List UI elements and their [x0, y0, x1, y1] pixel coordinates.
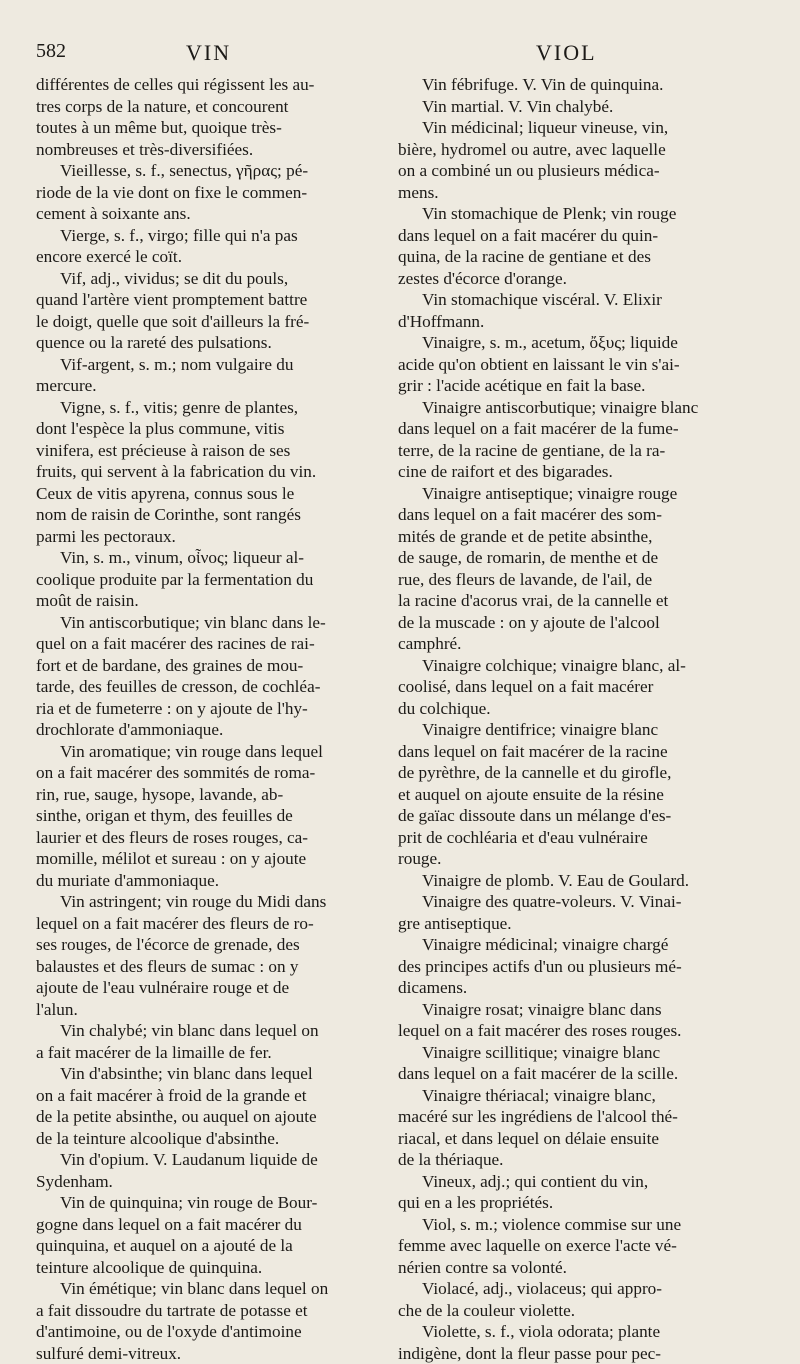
text-line: la racine d'acorus vrai, de la cannelle et: [398, 590, 736, 612]
text-line: rue, des fleurs de lavande, de l'ail, de: [398, 569, 736, 591]
text-line: fort et de bardane, des graines de mou-: [36, 655, 379, 677]
text-line: quand l'artère vient promptement battre: [36, 289, 379, 311]
text-line: Violacé, adj., violaceus; qui appro-: [398, 1278, 736, 1300]
text-line: de la muscade : on y ajoute de l'alcool: [398, 612, 736, 634]
text-line: rouge.: [398, 848, 736, 870]
text-line: Vin stomachique viscéral. V. Elixir: [398, 289, 736, 311]
text-line: Viol, s. m.; violence commise sur une: [398, 1214, 736, 1236]
text-line: zestes d'écorce d'orange.: [398, 268, 736, 290]
text-line: Vin aromatique; vin rouge dans lequel: [36, 741, 379, 763]
text-line: Vinaigre médicinal; vinaigre chargé: [398, 934, 736, 956]
text-line: sulfuré demi-vitreux.: [36, 1343, 379, 1364]
right-headword: VIOL: [536, 40, 597, 66]
text-line: dans lequel on a fait macérer du quin-: [398, 225, 736, 247]
text-line: rin, rue, sauge, hysope, lavande, ab-: [36, 784, 379, 806]
text-line: on a fait macérer des sommités de roma-: [36, 762, 379, 784]
text-line: cine de raifort et des bigarades.: [398, 461, 736, 483]
text-line: Vin de quinquina; vin rouge de Bour-: [36, 1192, 379, 1214]
text-line: nérien contre sa volonté.: [398, 1257, 736, 1279]
text-line: Vin d'absinthe; vin blanc dans lequel: [36, 1063, 379, 1085]
text-line: nom de raisin de Corinthe, sont rangés: [36, 504, 379, 526]
text-line: différentes de celles qui régissent les au-: [36, 74, 379, 96]
text-line: grir : l'acide acétique en fait la base.: [398, 375, 736, 397]
text-line: che de la couleur violette.: [398, 1300, 736, 1322]
text-line: femme avec laquelle on exerce l'acte vé-: [398, 1235, 736, 1257]
text-line: mités de grande et de petite absinthe,: [398, 526, 736, 548]
text-line: quel on a fait macérer des racines de rai-: [36, 633, 379, 655]
text-line: dicamens.: [398, 977, 736, 999]
text-line: ria et de fumeterre : on y ajoute de l'hy-: [36, 698, 379, 720]
text-line: tarde, des feuilles de cresson, de cochléa-: [36, 676, 379, 698]
text-line: moût de raisin.: [36, 590, 379, 612]
text-line: teinture alcoolique de quinquina.: [36, 1257, 379, 1279]
text-line: Vin d'opium. V. Laudanum liquide de: [36, 1149, 379, 1171]
text-line: Vinaigre de plomb. V. Eau de Goulard.: [398, 870, 736, 892]
text-line: de la thériaque.: [398, 1149, 736, 1171]
text-line: camphré.: [398, 633, 736, 655]
text-line: parmi les pectoraux.: [36, 526, 379, 548]
text-line: Ceux de vitis apyrena, connus sous le: [36, 483, 379, 505]
text-line: Vinaigre antiseptique; vinaigre rouge: [398, 483, 736, 505]
text-line: de la teinture alcoolique d'absinthe.: [36, 1128, 379, 1150]
text-line: Vif-argent, s. m.; nom vulgaire du: [36, 354, 379, 376]
text-line: toutes à un même but, quoique très-: [36, 117, 379, 139]
text-line: drochlorate d'ammoniaque.: [36, 719, 379, 741]
text-line: qui en a les propriétés.: [398, 1192, 736, 1214]
text-line: Vinaigre rosat; vinaigre blanc dans: [398, 999, 736, 1021]
text-line: Vigne, s. f., vitis; genre de plantes,: [36, 397, 379, 419]
text-line: Vin martial. V. Vin chalybé.: [398, 96, 736, 118]
text-line: Vinaigre scillitique; vinaigre blanc: [398, 1042, 736, 1064]
text-line: Vin astringent; vin rouge du Midi dans: [36, 891, 379, 913]
text-line: macéré sur les ingrédiens de l'alcool thé-: [398, 1106, 736, 1128]
text-line: on a combiné un ou plusieurs médica-: [398, 160, 736, 182]
text-line: de pyrèthre, de la cannelle et du girofle,: [398, 762, 736, 784]
text-line: Vif, adj., vividus; se dit du pouls,: [36, 268, 379, 290]
text-line: mercure.: [36, 375, 379, 397]
text-line: ajoute de l'eau vulnéraire rouge et de: [36, 977, 379, 999]
text-line: momille, mélilot et sureau : on y ajoute: [36, 848, 379, 870]
text-line: vinifera, est précieuse à raison de ses: [36, 440, 379, 462]
text-line: Vin stomachique de Plenk; vin rouge: [398, 203, 736, 225]
text-line: Vin médicinal; liqueur vineuse, vin,: [398, 117, 736, 139]
text-line: tres corps de la nature, et concourent: [36, 96, 379, 118]
text-line: Vinaigre dentifrice; vinaigre blanc: [398, 719, 736, 741]
text-line: lequel on a fait macérer des fleurs de ro-: [36, 913, 379, 935]
text-line: gre antiseptique.: [398, 913, 736, 935]
text-line: coolisé, dans lequel on a fait macérer: [398, 676, 736, 698]
text-line: Violette, s. f., viola odorata; plante: [398, 1321, 736, 1343]
text-line: Vinaigre antiscorbutique; vinaigre blanc: [398, 397, 736, 419]
running-header: [36, 40, 758, 74]
text-line: riacal, et dans lequel on délaie ensuite: [398, 1128, 736, 1150]
text-line: dans lequel on a fait macérer de la scille.: [398, 1063, 736, 1085]
text-line: terre, de la racine de gentiane, de la ra-: [398, 440, 736, 462]
text-line: du colchique.: [398, 698, 736, 720]
text-line: Vinaigre thériacal; vinaigre blanc,: [398, 1085, 736, 1107]
text-line: on a fait macérer à froid de la grande et: [36, 1085, 379, 1107]
text-line: Sydenham.: [36, 1171, 379, 1193]
page-number: 582: [36, 40, 66, 63]
text-line: prit de cochléaria et d'eau vulnéraire: [398, 827, 736, 849]
text-line: Vinaigre des quatre-voleurs. V. Vinai-: [398, 891, 736, 913]
text-line: Vierge, s. f., virgo; fille qui n'a pas: [36, 225, 379, 247]
text-line: mens.: [398, 182, 736, 204]
text-line: dans lequel on a fait macérer des som-: [398, 504, 736, 526]
text-line: d'Hoffmann.: [398, 311, 736, 333]
text-line: d'antimoine, ou de l'oxyde d'antimoine: [36, 1321, 379, 1343]
text-line: quina, de la racine de gentiane et des: [398, 246, 736, 268]
text-line: de sauge, de romarin, de menthe et de: [398, 547, 736, 569]
text-line: l'alun.: [36, 999, 379, 1021]
text-line: coolique produite par la fermentation du: [36, 569, 379, 591]
text-line: Vin antiscorbutique; vin blanc dans le-: [36, 612, 379, 634]
text-line: du muriate d'ammoniaque.: [36, 870, 379, 892]
right-column: [398, 74, 736, 1364]
text-line: indigène, dont la fleur passe pour pec-: [398, 1343, 736, 1364]
text-line: Vieillesse, s. f., senectus, γῆρας; pé-: [36, 160, 379, 182]
text-line: balaustes et des fleurs de sumac : on y: [36, 956, 379, 978]
text-line: lequel on a fait macérer des roses rouges.: [398, 1020, 736, 1042]
text-line: de gaïac dissoute dans un mélange d'es-: [398, 805, 736, 827]
text-line: Vineux, adj.; qui contient du vin,: [398, 1171, 736, 1193]
text-line: le doigt, quelle que soit d'ailleurs la fré-: [36, 311, 379, 333]
text-line: riode de la vie dont on fixe le commen-: [36, 182, 379, 204]
text-line: a fait macérer de la limaille de fer.: [36, 1042, 379, 1064]
text-line: et auquel on ajoute ensuite de la résine: [398, 784, 736, 806]
text-line: laurier et des fleurs de roses rouges, ca-: [36, 827, 379, 849]
text-line: de la petite absinthe, ou auquel on ajoute: [36, 1106, 379, 1128]
left-headword: VIN: [186, 40, 231, 66]
text-line: encore exercé le coït.: [36, 246, 379, 268]
text-line: Vinaigre colchique; vinaigre blanc, al-: [398, 655, 736, 677]
text-line: Vin fébrifuge. V. Vin de quinquina.: [398, 74, 736, 96]
text-line: sinthe, origan et thym, des feuilles de: [36, 805, 379, 827]
text-line: dont l'espèce la plus commune, vitis: [36, 418, 379, 440]
left-column: [36, 74, 379, 1364]
text-line: Vin émétique; vin blanc dans lequel on: [36, 1278, 379, 1300]
text-line: Vin chalybé; vin blanc dans lequel on: [36, 1020, 379, 1042]
text-line: dans lequel on fait macérer de la racine: [398, 741, 736, 763]
text-line: gogne dans lequel on a fait macérer du: [36, 1214, 379, 1236]
text-line: a fait dissoudre du tartrate de potasse et: [36, 1300, 379, 1322]
text-line: Vinaigre, s. m., acetum, ὄξυς; liquide: [398, 332, 736, 354]
text-line: quence ou la rareté des pulsations.: [36, 332, 379, 354]
text-line: dans lequel on a fait macérer de la fume-: [398, 418, 736, 440]
text-line: bière, hydromel ou autre, avec laquelle: [398, 139, 736, 161]
text-line: des principes actifs d'un ou plusieurs mé-: [398, 956, 736, 978]
text-line: acide qu'on obtient en laissant le vin s'ai-: [398, 354, 736, 376]
text-line: ses rouges, de l'écorce de grenade, des: [36, 934, 379, 956]
text-line: nombreuses et très-diversifiées.: [36, 139, 379, 161]
text-line: Vin, s. m., vinum, οἶνος; liqueur al-: [36, 547, 379, 569]
text-line: quinquina, et auquel on a ajouté de la: [36, 1235, 379, 1257]
text-line: cement à soixante ans.: [36, 203, 379, 225]
text-line: fruits, qui servent à la fabrication du vin.: [36, 461, 379, 483]
